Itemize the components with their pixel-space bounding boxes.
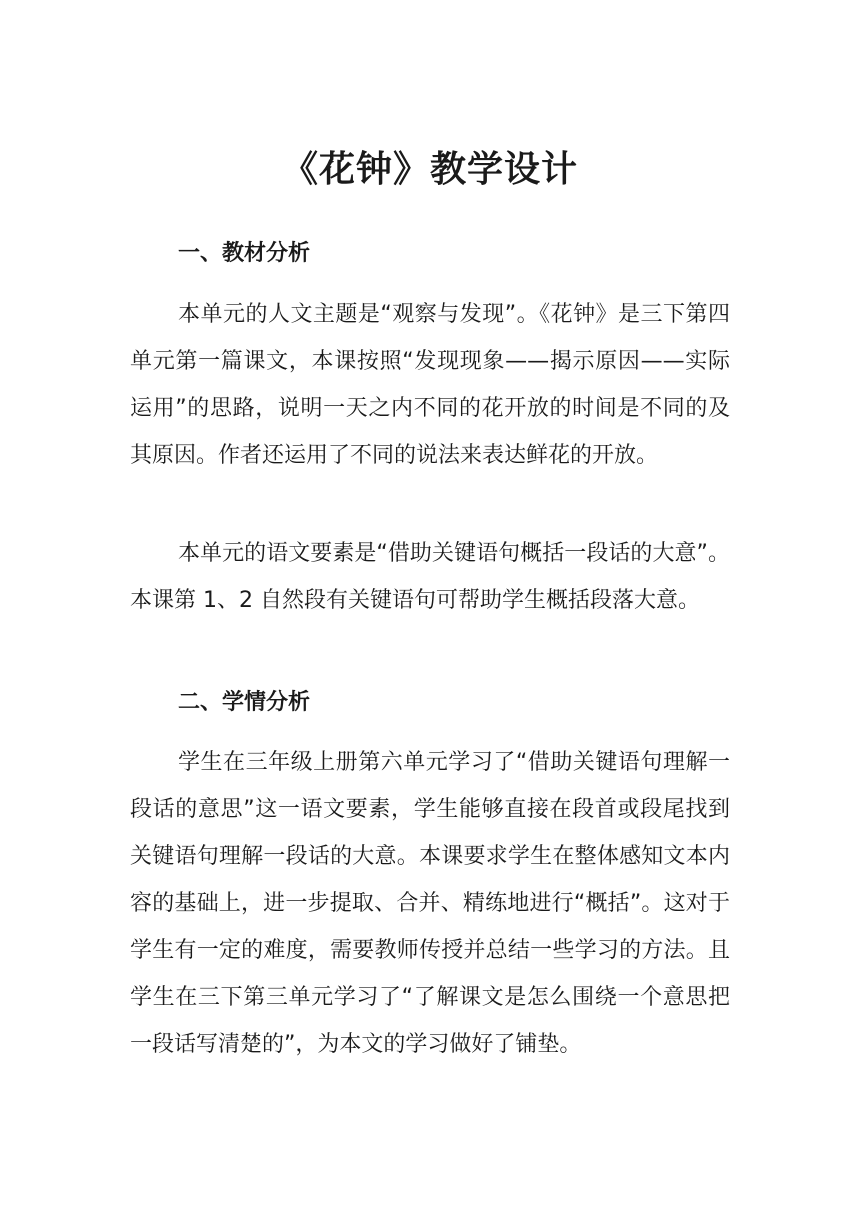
document-title: 《花钟》教学设计 bbox=[281, 149, 578, 190]
section-heading-textbook-analysis: 一、教材分析 bbox=[178, 241, 311, 266]
paragraph-unit-theme: 本单元的人文主题是“观察与发现”。《花钟》是三下第四单元第一篇课文，本课按照“发现现象——揭示原因——实际运用”的思路，说明一天之内不同的花开放的时间是不同的及其原因。作者还运用了不同的说法来表达鲜花的开放。 bbox=[130, 302, 730, 468]
section-heading-student-analysis: 二、学情分析 bbox=[178, 690, 311, 715]
paragraph-language-element: 本单元的语文要素是“借助关键语句概括一段话的大意”。本课第 1、2 自然段有关键语句可帮助学生概括段落大意。 bbox=[130, 541, 730, 613]
paragraph-student-situation: 学生在三年级上册第六单元学习了“借助关键语句理解一段话的意思”这一语文要素，学生能够直接在段首或段尾找到关键语句理解一段话的大意。本课要求学生在整体感知文本内容的基础上，进一步提取、合并、精练地进行“概括”。这对于学生有一定的难度，需要教师传授并总结一些学习的方法。且学生在三下第三单元学习了“了解课文是怎么围绕一个意思把一段话写清楚的”，为本文的学习做好了铺垫。 bbox=[130, 750, 730, 1057]
